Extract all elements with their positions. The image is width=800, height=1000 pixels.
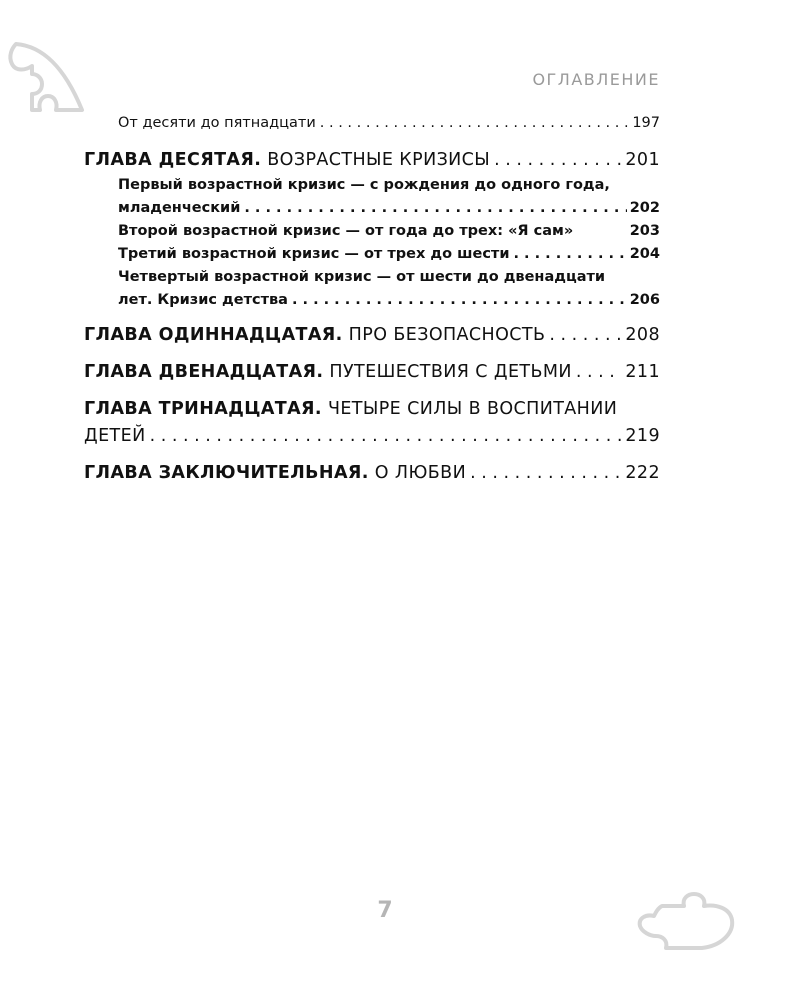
toc-entry-page: 202 — [629, 200, 660, 216]
toc-chapter[interactable] — [84, 322, 660, 349]
toc-chapter[interactable] — [84, 396, 660, 450]
chapter-title: ПУТЕШЕСТВИЯ С ДЕТЬМИ — [323, 362, 572, 382]
toc-entry[interactable] — [84, 174, 660, 220]
toc-entry[interactable] — [84, 112, 660, 135]
dot-leader — [549, 322, 622, 349]
toc-entry-page: 197 — [632, 115, 660, 131]
chapter-number: ГЛАВА ДВЕНАДЦАТАЯ. — [84, 362, 324, 382]
chapter-title: ЧЕТЫРЕ СИЛЫ В ВОСПИТАНИИ — [321, 399, 618, 419]
toc-entry-title-cont: лет. Кризис детства — [118, 292, 288, 308]
dot-leader — [576, 359, 623, 386]
toc-chapter[interactable] — [84, 460, 660, 487]
toc-entry-title-cont: младенческий — [118, 200, 241, 216]
toc-chapter-page: 222 — [625, 463, 660, 483]
puzzle-piece-icon — [632, 892, 740, 952]
toc-chapter-page: 208 — [625, 325, 660, 345]
dot-leader — [244, 197, 626, 220]
toc-entry[interactable] — [84, 266, 660, 312]
toc-entry[interactable] — [84, 220, 660, 243]
chapter-title-cont: ДЕТЕЙ — [84, 426, 146, 446]
chapter-number: ГЛАВА ЗАКЛЮЧИТЕЛЬНАЯ. — [84, 463, 369, 483]
toc-entry-title: Четвертый возрастной кризис — от шести до двенадцати — [118, 269, 606, 285]
toc-entry-title: От десяти до пятнадцати — [118, 115, 316, 131]
toc-entry-page: 204 — [629, 246, 660, 262]
dot-leader — [494, 147, 622, 174]
toc-entry-title: Второй возрастной кризис — от года до трех: «Я сам» — [118, 223, 574, 239]
chapter-title: ПРО БЕЗОПАСНОСТЬ — [342, 325, 546, 345]
toc-chapter[interactable] — [84, 359, 660, 386]
toc-chapter-page: 219 — [625, 426, 660, 446]
toc-entry[interactable] — [84, 243, 660, 266]
toc-entry-page: 203 — [629, 223, 660, 239]
toc-chapter[interactable] — [84, 147, 660, 174]
toc-entry-title: Третий возрастной кризис — от трех до шести — [118, 246, 510, 262]
toc-chapter-page: 211 — [625, 362, 660, 382]
chapter-number: ГЛАВА ДЕСЯТАЯ. — [84, 150, 262, 170]
toc-entry-page: 206 — [629, 292, 660, 308]
dot-leader — [470, 460, 622, 487]
running-head: ОГЛАВЛЕНИЕ — [532, 70, 660, 89]
chapter-title: О ЛЮБВИ — [368, 463, 467, 483]
dot-leader — [514, 243, 627, 266]
toc-entry-title: Первый возрастной кризис — с рождения до одного года, — [118, 177, 610, 193]
toc-chapter-page: 201 — [625, 150, 660, 170]
chapter-title: ВОЗРАСТНЫЕ КРИЗИСЫ — [261, 150, 491, 170]
puzzle-piece-icon — [2, 36, 92, 118]
chapter-number: ГЛАВА ТРИНАДЦАТАЯ. — [84, 399, 322, 419]
chapter-number: ГЛАВА ОДИННАДЦАТАЯ. — [84, 325, 343, 345]
page-number: 7 — [377, 898, 393, 923]
table-of-contents — [84, 112, 660, 487]
dot-leader — [320, 112, 630, 135]
dot-leader — [150, 423, 623, 450]
dot-leader — [292, 289, 627, 312]
